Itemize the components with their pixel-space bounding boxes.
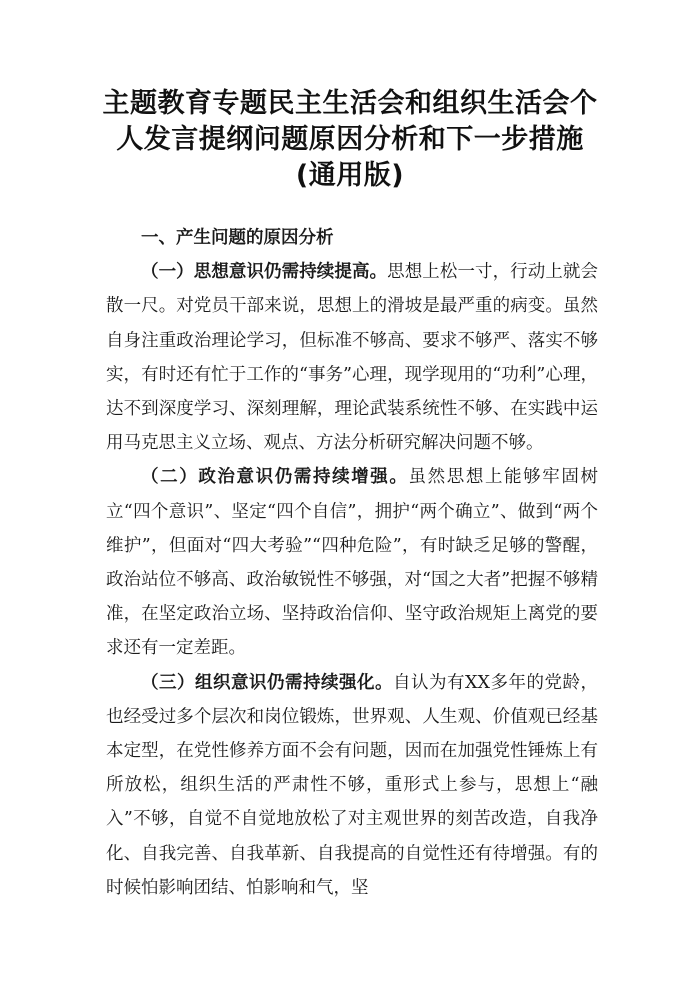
document-title [90, 86, 610, 194]
title-line-2: 人发言提纲问题原因分析和下一步措施 [116, 124, 584, 155]
paragraph-3-lead: （三）组织意识仍需持续强化。 [141, 672, 394, 693]
document-body [106, 221, 598, 905]
paragraph-1 [106, 255, 598, 460]
paragraph-1-lead: （一）思想意识仍需持续提高。 [141, 262, 388, 283]
section-heading: 一、产生问题的原因分析 [141, 228, 334, 248]
paragraph-2-text: 虽然思想上能够牢固树立“四个意识”、坚定“四个自信”，拥护“两个确立”、做到“两个维护”，但面对“四大考验”“四种危险”，有时缺乏足够的警醒，政治站位不够高、政治敏锐性不够强，对“国之大者”把握不够精准，在坚定政治立场、坚持政治信仰、坚守政治规矩上离党的要求还有一定差距。 [106, 467, 599, 659]
paragraph-3-text: 自认为有XX多年的党龄，也经受过多个层次和岗位锻炼，世界观、人生观、价值观已经基本定型，在党性修养方面不会有问题，因而在加强党性锤炼上有所放松，组织生活的严肃性不够，重形式上参与，思想上“融入”不够，自觉不自觉地放松了对主观世界的刻苦改造，自我净化、自我完善、自我革新、自我提高的自觉性还有待增强。有的时候怕影响团结、怕影响和气，坚 [106, 672, 598, 898]
title-line-3: (通用版) [295, 160, 405, 191]
paragraph-2-lead: （二）政治意识仍需持续增强。 [141, 467, 409, 488]
paragraph-2 [106, 460, 598, 665]
title-line-1: 主题教育专题民主生活会和组织生活会个 [102, 88, 598, 119]
paragraph-1-text: 思想上松一寸，行动上就会散一尺。对党员干部来说，思想上的滑坡是最严重的病变。虽然自身注重政治理论学习，但标准不够高、要求不够严、落实不够实，有时还有忙于工作的“事务”心理，现学现用的“功利”心理，达不到深度学习、深刻理解，理论武装系统性不够、在实践中运用马克思主义立场、观点、方法分析研究解决问题不够。 [106, 262, 599, 454]
paragraph-3 [106, 666, 598, 905]
